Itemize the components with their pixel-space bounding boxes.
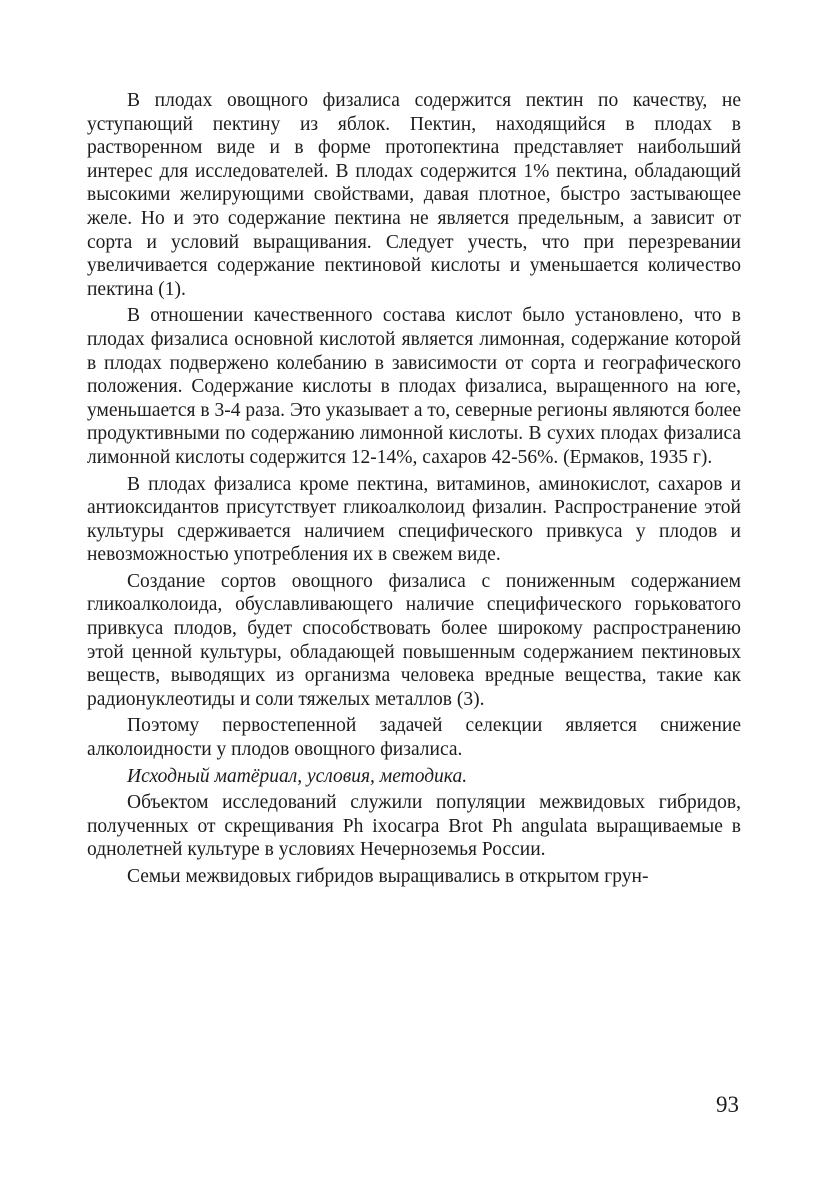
paragraph-breeding: Создание сортов овощного физалиса с пониженным содержанием гликоалколоида, обуславливающего наличие специфического горьковатого привкуса плодов, будет способствовать более широкому распространению этой ценной культуры, обладающей повышенным содержанием пектиновых веществ, выводящих из организма человека вредные вещества, такие как радионуклеотиды и соли тяжелых металлов (3). <box>87 570 741 710</box>
page-number: 93 <box>716 1092 739 1117</box>
paragraph-glycoalkaloid: В плодах физалиса кроме пектина, витаминов, аминокислот, сахаров и антиоксидантов присутствует гликоалколоид физалин. Распространение этой культуры сдерживается наличием специфического привкуса у плодов и невозможностью употребления их в свежем виде. <box>87 473 741 566</box>
section-heading-materials: Исходный матёриал, условия, методика. <box>127 765 468 787</box>
paragraph-research-object: Объектом исследований служили популяции межвидовых гибридов, полученных от скрещивания Ph ixocarpa Brot Ph angulata выращиваемые в однолетней культуре в условиях Нечерноземья России. <box>87 792 741 861</box>
paragraph-pectin: В плодах овощного физалиса содержится пектин по качеству, не уступающий пектину из яблок. Пектин, находящийся в плодах в растворенном виде и в форме протопектина представляет наибольший интерес для исследователей. В плодах содержится 1% пектина, обладающий высокими желирующими свойствами, давая плотное, быстро застывающее желе. Но и это содержание пектина не является предельным, а зависит от сорта и условий выращивания. Следует учесть, что при перезревании увеличивается содержание пектиновой кислоты и уменьшается количество пектина (1). <box>87 90 741 300</box>
body-text <box>87 89 741 889</box>
paragraph-acids: В отношении качественного состава кислот было установлено, что в плодах физалиса основной кислотой является лимонная, содержание которой в плодах подвержено колебанию в зависимости от сорта и географического положения. Содержание кислоты в плодах физалиса, выращенного на юге, уменьшается в 3-4 раза. Это указывает а то, северные регионы являются более продуктивными по содержанию лимонной кислоты. В сухих плодах физалиса лимонной кислоты содержится 12-14%, сахаров 42-56%. (Ермаков, 1935 г). <box>87 305 741 468</box>
paragraph-selection-task: Поэтому первостепенной задачей селекции является снижение алколоидности у плодов овощного физалиса. <box>87 715 741 761</box>
paragraph-families: Семьи межвидовых гибридов выращивались в открытом грун- <box>127 866 649 887</box>
